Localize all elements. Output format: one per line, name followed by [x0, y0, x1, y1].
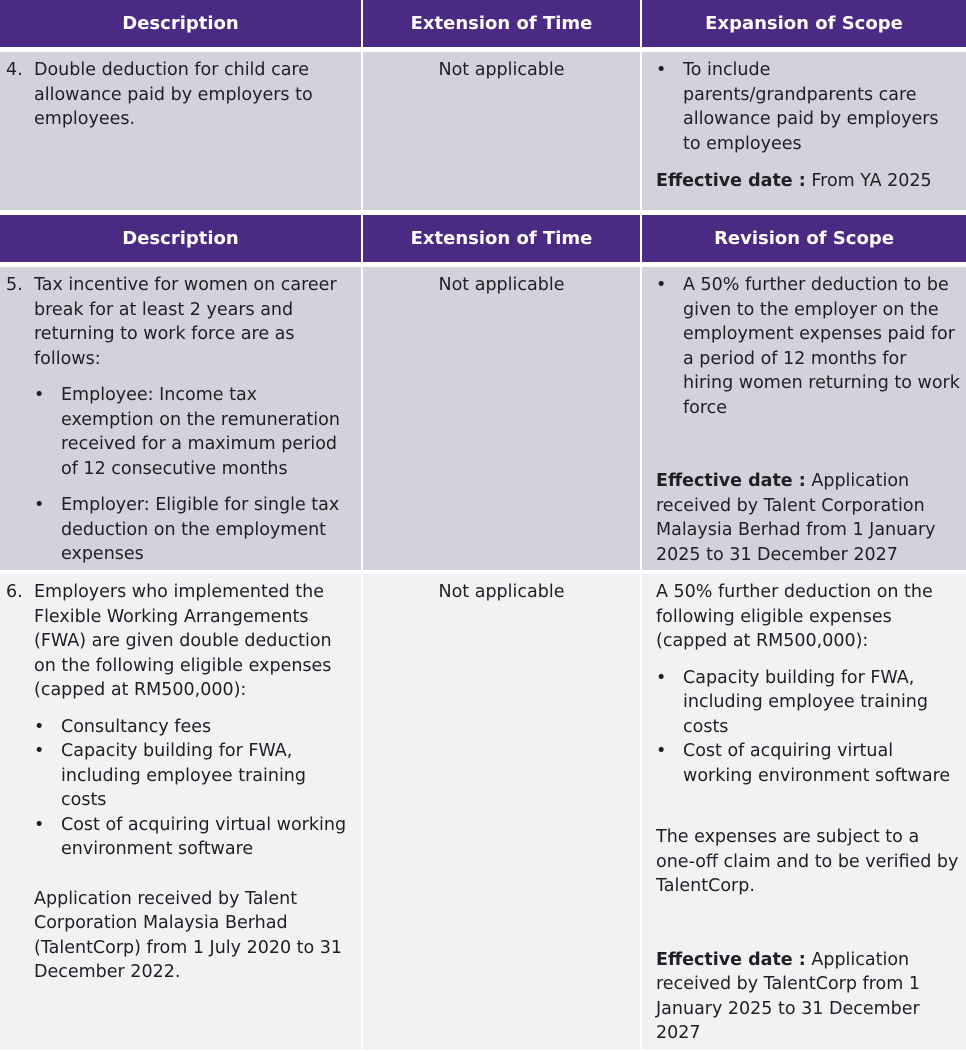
row6-scope-note: The expenses are subject to a one-off claim and to be verified by TalentCorp.	[656, 827, 959, 896]
row6-bullet-capacity: • Capacity building for FWA, including employee training costs	[34, 739, 353, 813]
row5-extension: Not applicable	[438, 275, 565, 295]
row6-scope-bullet-capacity: • Capacity building for FWA, including employee training costs	[656, 666, 962, 740]
row6-scope-bullet-software: • Cost of acquiring virtual working environment software	[656, 739, 962, 788]
header-extension-of-time: Extension of Time	[363, 0, 640, 47]
row6-bullet-software: • Cost of acquiring virtual working environment software	[34, 813, 353, 862]
row6-scope-cell	[642, 574, 966, 1050]
row6-description-cell	[0, 574, 361, 1050]
row5-extension-cell	[363, 267, 640, 570]
row6-extension-cell	[363, 574, 640, 1050]
row5-description-cell	[0, 267, 361, 570]
row6-effective-label: Effective date :	[656, 949, 806, 970]
row6-extension: Not applicable	[438, 582, 565, 602]
row6-bullet-consultancy: • Consultancy fees	[34, 715, 353, 740]
row5-number: 5.	[6, 275, 23, 295]
header-description: Description	[0, 0, 361, 47]
table-row-5	[0, 267, 966, 570]
header-expansion-of-scope: Expansion of Scope	[642, 0, 966, 47]
row5-scope-cell	[642, 267, 966, 570]
row4-effective-text: From YA 2025	[811, 171, 932, 191]
row5-bullet-employer: • Employer: Eligible for single tax deduction on the employment expenses	[34, 493, 353, 567]
row6-scope-intro: A 50% further deduction on the following eligible expenses (capped at RM500,000):	[656, 582, 933, 651]
row6-description: Employers who implemented the Flexible Working Arrangements (FWA) are given double deduction on the following eligible expenses (capped at RM500,000):	[34, 582, 332, 700]
row4-number: 4.	[6, 60, 23, 80]
row4-description-cell	[0, 52, 361, 210]
table-row-4	[0, 52, 966, 210]
row6-note: Application received by Talent Corporation Malaysia Berhad (TalentCorp) from 1 July 2020 to 31 December 2022.	[34, 888, 343, 982]
header2-description: Description	[0, 215, 361, 262]
row4-scope-bullet: • To include parents/grandparents care allowance paid by employers to employees	[656, 58, 958, 156]
row4-scope-cell	[642, 52, 966, 210]
row4-effective-label: Effective date :	[656, 171, 806, 191]
table-row-6	[0, 574, 966, 1050]
row4-extension-cell	[363, 52, 640, 210]
row5-scope-bullet: • A 50% further deduction to be given to the employer on the employment expenses paid for a period of 12 months for hiring women returning to work force	[656, 273, 962, 420]
row4-description: Double deduction for child care allowance paid by employers to employees.	[34, 60, 313, 129]
row6-effective-text: Application received by TalentCorp from 1 January 2025 to 31 December 2027	[656, 949, 920, 1043]
header2-extension-of-time: Extension of Time	[363, 215, 640, 262]
row5-effective-text: Application received by Talent Corporation Malaysia Berhad from 1 January 2025 to 31 December 2027	[656, 471, 936, 565]
row5-effective-label: Effective date :	[656, 471, 806, 491]
row5-description: Tax incentive for women on career break for at least 2 years and returning to work force are as follows:	[34, 275, 337, 369]
row6-number: 6.	[6, 582, 23, 602]
header2-revision-of-scope: Revision of Scope	[642, 215, 966, 262]
row5-bullet-employee: • Employee: Income tax exemption on the remuneration received for a maximum period of 12 consecutive months	[34, 383, 353, 481]
row4-extension: Not applicable	[438, 60, 565, 80]
